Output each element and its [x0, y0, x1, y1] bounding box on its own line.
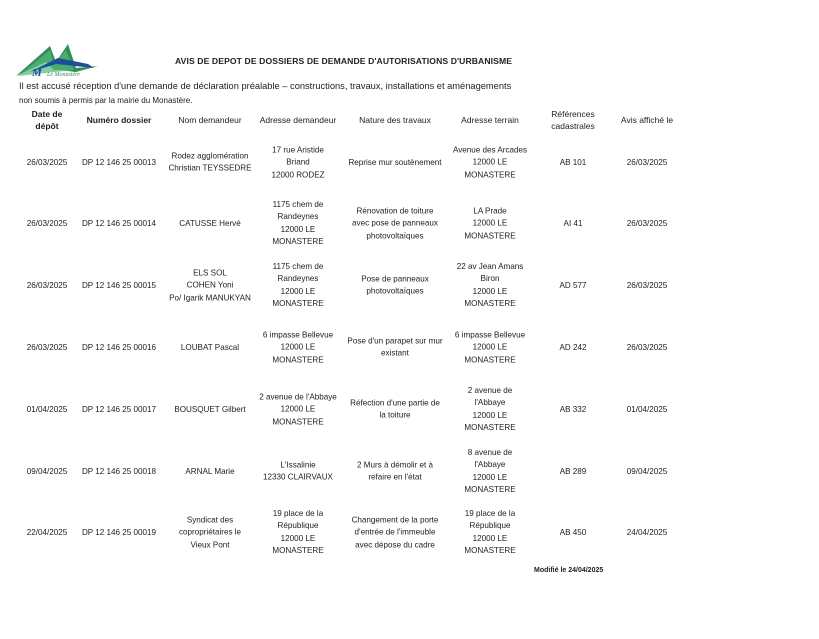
cell-adresse-demandeur: 17 rue Aristide Briand 12000 RODEZ: [271, 145, 325, 180]
column-header-numero: Numéro dossier: [86, 115, 152, 125]
cell-ref: AB 450: [559, 527, 587, 537]
cell-ref: AB 332: [559, 404, 587, 414]
cell-ref: AB 101: [559, 157, 587, 167]
cell-date: 26/03/2025: [26, 342, 68, 352]
cell-ref: AD 577: [559, 280, 587, 290]
logo: [16, 40, 98, 78]
cell-numero: DP 12 146 25 00018: [81, 466, 157, 476]
cell-ref: AB 289: [559, 466, 587, 476]
cell-numero: DP 12 146 25 00013: [81, 157, 157, 167]
cell-adresse-terrain: 6 impasse Bellevue 12000 LE MONASTERE: [454, 330, 526, 365]
column-header-nom: Nom demandeur: [178, 115, 242, 125]
cell-numero: DP 12 146 25 00014: [81, 218, 157, 228]
svg-text:M: M: [32, 67, 42, 78]
cell-adresse-terrain: 2 avenue de l'Abbaye 12000 LE MONASTERE: [464, 386, 516, 433]
cell-nature: Reprise mur soutènement: [348, 157, 442, 167]
cell-adresse-demandeur: L'Issalinie 12330 CLAIRVAUX: [263, 460, 333, 482]
cell-nature: Rénovation de toiture avec pose de panneaux photovoltaïques: [352, 206, 438, 241]
cell-date: 09/04/2025: [26, 466, 68, 476]
cell-nom: Rodez agglomération Christian TEYSSEDRE: [168, 151, 252, 173]
cell-nature: Changement de la porte d'entrée de l'immeuble avec dépose du cadre: [351, 515, 439, 550]
cell-affiche: 26/03/2025: [626, 342, 668, 352]
cell-nature: Pose de panneaux photovoltaïques: [361, 274, 429, 296]
cell-numero: DP 12 146 25 00019: [81, 527, 157, 537]
cell-date: 26/03/2025: [26, 157, 68, 167]
cell-nature: Pose d'un parapet sur mur existant: [347, 336, 443, 358]
cell-adresse-terrain: 19 place de la République 12000 LE MONASTERE: [464, 509, 516, 556]
cell-numero: DP 12 146 25 00017: [81, 404, 157, 414]
page-title: AVIS DE DEPOT DE DOSSIERS DE DEMANDE D'AUTORISATIONS D'URBANISME: [175, 56, 513, 66]
cell-affiche: 09/04/2025: [626, 466, 668, 476]
cell-adresse-terrain: Avenue des Arcades 12000 LE MONASTERE: [452, 145, 528, 180]
cell-ref: AD 242: [559, 342, 587, 352]
modified-date: Modifié le 24/04/2025: [534, 567, 604, 574]
cell-nature: 2 Murs à démolir et à refaire en l'état: [356, 460, 434, 482]
cell-adresse-demandeur: 6 impasse Bellevue 12000 LE MONASTERE: [262, 330, 334, 365]
cell-adresse-terrain: LA Prade 12000 LE MONASTERE: [464, 206, 516, 241]
cell-date: 22/04/2025: [26, 527, 68, 537]
cell-affiche: 26/03/2025: [626, 280, 668, 290]
cell-date: 26/03/2025: [26, 218, 68, 228]
cell-affiche: 24/04/2025: [626, 527, 668, 537]
cell-nature: Réfection d'une partie de la toiture: [350, 398, 440, 420]
column-header-date: Date de dépôt: [31, 109, 63, 131]
intro-line-2: non soumis à permis par la mairie du Monastère.: [19, 96, 193, 105]
cell-adresse-demandeur: 1175 chem de Randeynes 12000 LE MONASTERE: [272, 262, 324, 309]
cell-nom: ARNAL Marie: [185, 466, 235, 476]
cell-nom: CATUSSE Hervé: [179, 218, 241, 228]
cell-adresse-terrain: 8 avenue de l'Abbaye 12000 LE MONASTERE: [464, 448, 516, 495]
cell-date: 26/03/2025: [26, 280, 68, 290]
cell-adresse-demandeur: 19 place de la République 12000 LE MONASTERE: [272, 509, 324, 556]
cell-nom: LOUBAT Pascal: [180, 342, 240, 352]
column-header-adresse-terrain: Adresse terrain: [461, 115, 519, 125]
cell-affiche: 01/04/2025: [626, 404, 668, 414]
column-header-nature: Nature des travaux: [359, 115, 431, 125]
cell-adresse-demandeur: 1175 chem de Randeynes 12000 LE MONASTERE: [272, 200, 324, 247]
logo-mark-icon: [16, 40, 98, 78]
cell-affiche: 26/03/2025: [626, 157, 668, 167]
cell-ref: AI 41: [563, 218, 583, 228]
cell-date: 01/04/2025: [26, 404, 68, 414]
cell-numero: DP 12 146 25 00015: [81, 280, 157, 290]
cell-adresse-demandeur: 2 avenue de l'Abbaye 12000 LE MONASTERE: [259, 392, 337, 427]
intro-line-1: Il est accusé réception d'une demande de déclaration préalable – constructions, travaux, installations et aménagements: [19, 81, 512, 91]
column-header-affiche: Avis affiché le: [620, 115, 674, 125]
cell-affiche: 26/03/2025: [626, 218, 668, 228]
column-header-references: Références cadastrales: [551, 109, 595, 131]
column-header-adresse-demandeur: Adresse demandeur: [259, 115, 337, 125]
cell-nom: ELS SOL COHEN Yoni Po/ Igarik MANUKYAN: [169, 268, 251, 303]
cell-numero: DP 12 146 25 00016: [81, 342, 157, 352]
cell-nom: BOUSQUET Gilbert: [174, 404, 246, 414]
cell-nom: Syndicat des copropriétaires le Vieux Pont: [178, 515, 242, 550]
cell-adresse-terrain: 22 av Jean Amans Biron 12000 LE MONASTERE: [456, 262, 524, 309]
logo-text: Le Monastère: [47, 72, 80, 78]
